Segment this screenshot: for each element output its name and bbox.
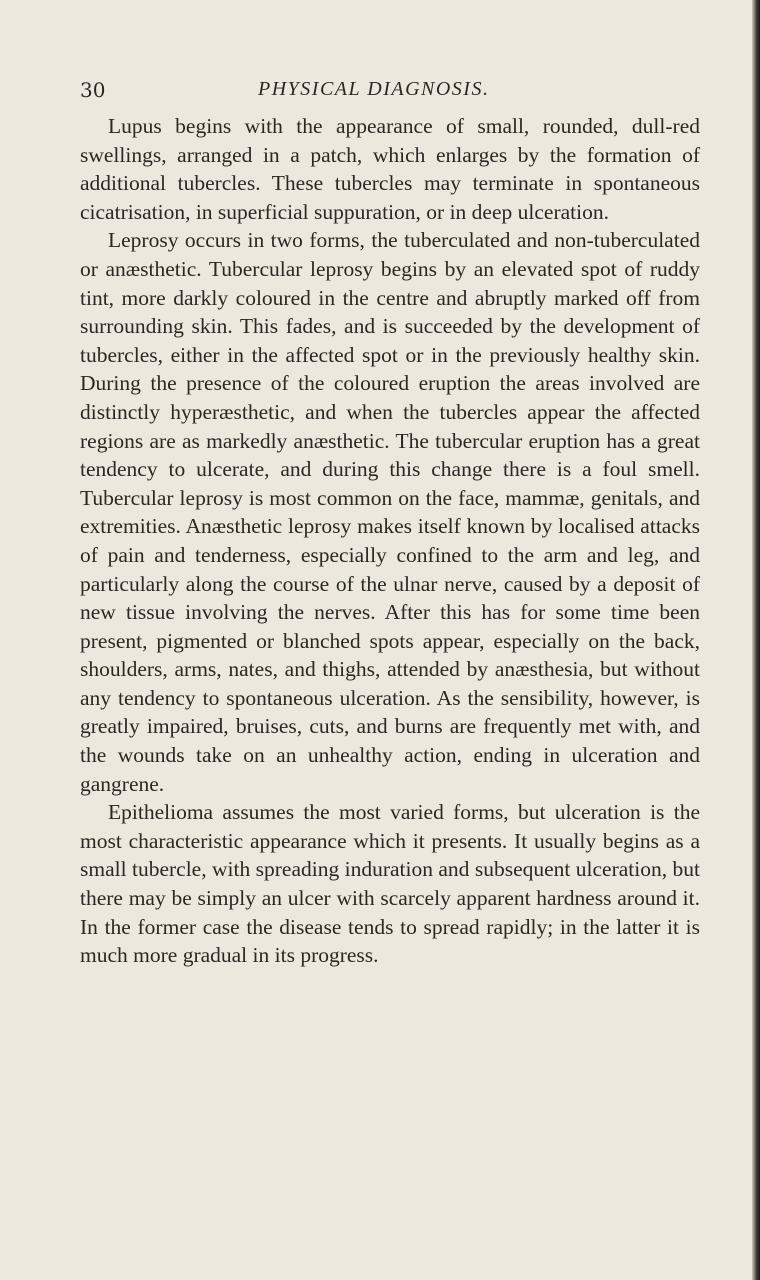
running-head: [80, 78, 700, 104]
paragraph-lupus: Lupus begins with the appearance of small, rounded, dull-red swellings, arranged in a patch, which enlarges by the formation of additional tubercles. These tubercles may terminate in spontaneous cicatrisation, in superficial suppuration, or in deep ulceration.: [80, 114, 700, 224]
body-text: [80, 112, 700, 970]
page-number: 30: [80, 78, 106, 102]
paragraph-epithelioma: Epithelioma assumes the most varied forms, but ulceration is the most characteristic appearance which it presents. It usually begins as a small tubercle, with spreading induration and subsequent ulceration, but there may be simply an ulcer with scarcely apparent hardness around it. In the former case the disease tends to spread rapidly; in the latter it is much more gradual in its progress.: [80, 800, 700, 968]
running-title: PHYSICAL DIAGNOSIS.: [258, 78, 490, 100]
paragraph-leprosy: Leprosy occurs in two forms, the tuberculated and non-tuberculated or anæsthetic. Tubercular leprosy begins by an elevated spot of ruddy tint, more darkly coloured in the centre and abruptly marked off from surrounding skin. This fades, and is succeeded by the development of tubercles, either in the affected spot or in the previously healthy skin. During the presence of the coloured eruption the areas involved are distinctly hyperæsthetic, and when the tubercles appear the affected regions are as markedly anæsthetic. The tubercular eruption has a great tendency to ulcerate, and during this change there is a foul smell. Tubercular leprosy is most common on the face, mammæ, genitals, and extremities. Anæsthetic leprosy makes itself known by localised attacks of pain and tenderness, especially confined to the arm and leg, and particularly along the course of the ulnar nerve, caused by a deposit of new tissue involving the nerves. After this has for some time been present, pigmented or blanched spots appear, especially on the back, shoulders, arms, nates, and thighs, attended by anæsthesia, but without any tendency to spontaneous ulceration. As the sensibility, however, is greatly impaired, bruises, cuts, and burns are frequently met with, and the wounds take on an unhealthy action, ending in ulceration and gangrene.: [80, 228, 700, 796]
page-edge-shadow: [752, 0, 760, 1280]
